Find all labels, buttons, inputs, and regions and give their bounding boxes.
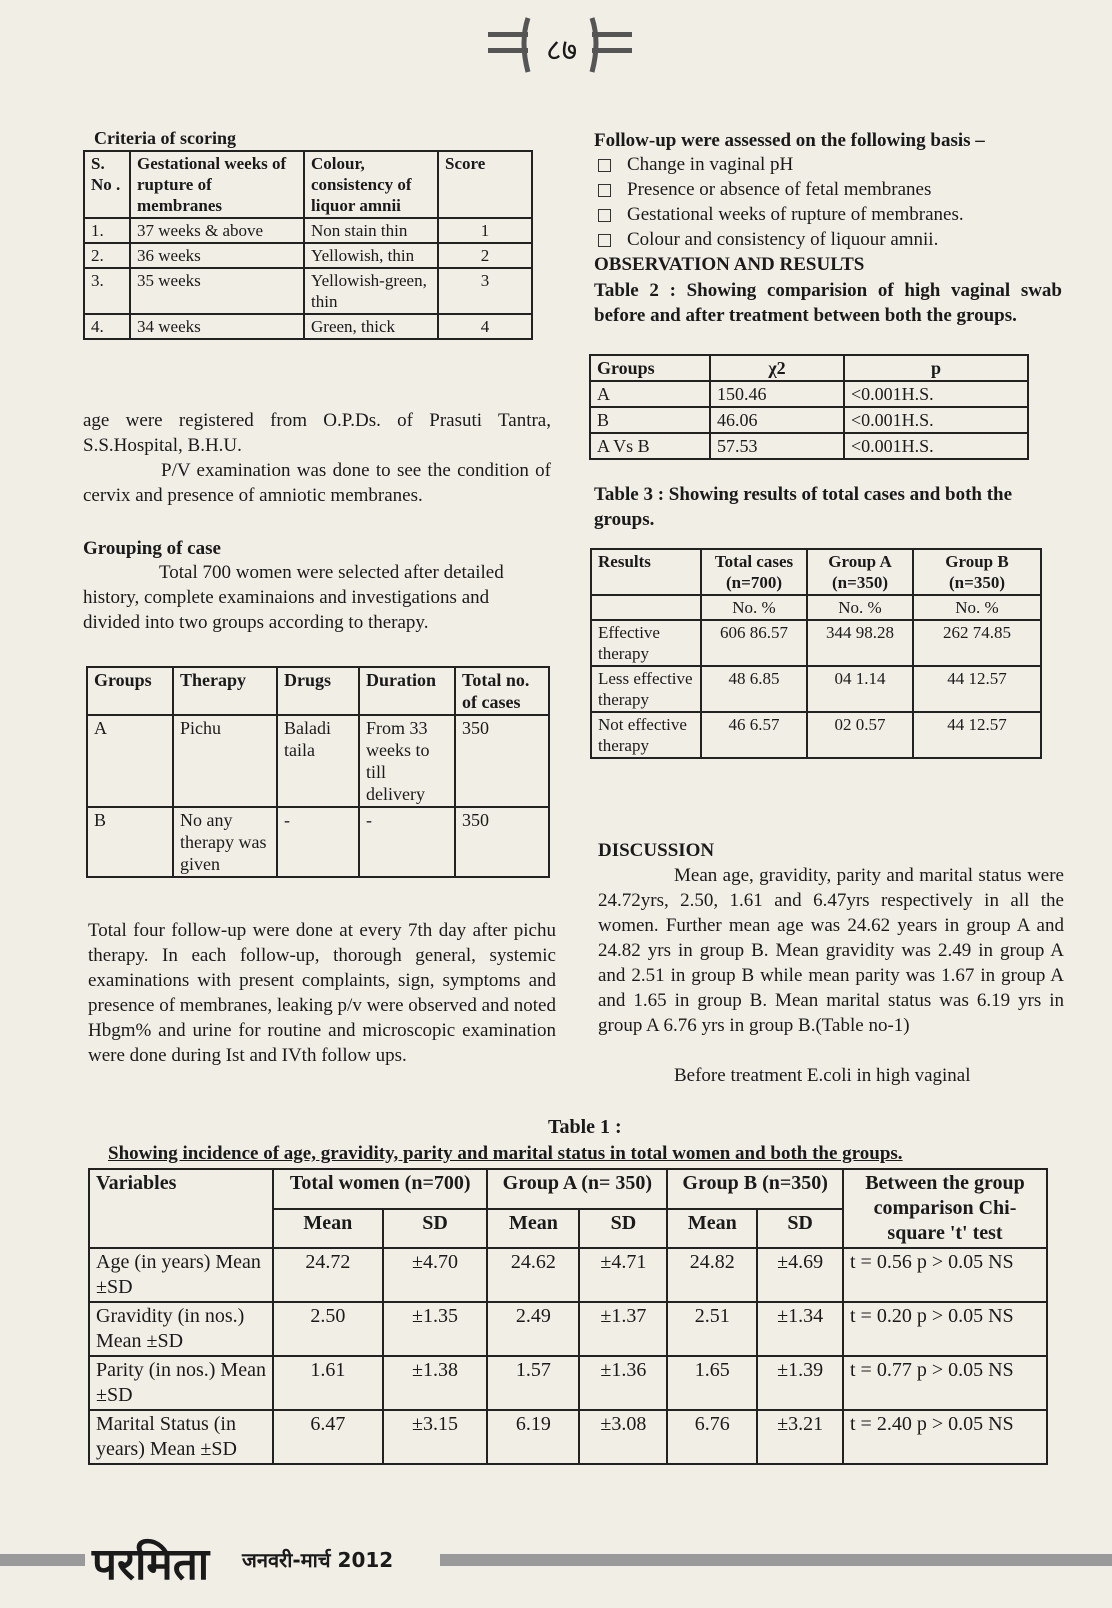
- table-header-cell: Therapy: [173, 667, 277, 715]
- table-cell: ±3.21: [757, 1410, 843, 1464]
- followup-item-label: Change in vaginal pH: [627, 154, 794, 175]
- table-cell: -: [277, 807, 359, 877]
- table-cell: <0.001H.S.: [844, 407, 1028, 433]
- table-row: [89, 1410, 1047, 1464]
- table-cell: No. %: [913, 595, 1041, 620]
- table-header-cell: Colour, consistency of liquor amnii: [304, 151, 438, 218]
- discussion-heading: DISCUSSION: [598, 840, 715, 861]
- table-cell: Non stain thin: [304, 218, 438, 243]
- table-header-cell: Duration: [359, 667, 455, 715]
- table-header-row: [84, 151, 532, 218]
- table-cell: ±1.35: [383, 1302, 488, 1356]
- table-cell: No any therapy was given: [173, 807, 277, 877]
- table-cell: 4.: [84, 314, 130, 339]
- table-cell: 24.72: [273, 1248, 383, 1302]
- table-cell: 35 weeks: [130, 268, 304, 314]
- table-cell: 2.49: [487, 1302, 579, 1356]
- table-cell: ±1.36: [579, 1356, 667, 1410]
- table-row: [87, 715, 549, 807]
- table-cell: 2.51: [667, 1302, 757, 1356]
- table-row: [89, 1302, 1047, 1356]
- table-header-cell: Groups: [87, 667, 173, 715]
- table-cell: 3: [438, 268, 532, 314]
- table-row: [590, 381, 1028, 407]
- table3-title: Table 3 : Showing results of total cases and both the groups.: [594, 484, 1013, 530]
- groups-table: [86, 666, 550, 878]
- checkbox-icon: [598, 184, 611, 197]
- table-header-cell: Total no. of cases: [455, 667, 549, 715]
- observation-heading: OBSERVATION AND RESULTS: [594, 254, 865, 275]
- table-header-cell: Mean: [667, 1209, 757, 1249]
- table-cell: ±1.34: [757, 1302, 843, 1356]
- table-row: [591, 620, 1041, 666]
- table-cell: t = 0.20 p > 0.05 NS: [843, 1302, 1047, 1356]
- table-header-cell: S. No .: [84, 151, 130, 218]
- table-cell: No. %: [807, 595, 913, 620]
- table-cell: 04 1.14: [807, 666, 913, 712]
- table-row: [84, 314, 532, 339]
- table-row: [89, 1356, 1047, 1410]
- table-cell: <0.001H.S.: [844, 433, 1028, 459]
- table-cell: Pichu: [173, 715, 277, 807]
- page-number: ८७: [546, 33, 578, 68]
- followup-heading: Follow-up were assessed on the following basis –: [594, 130, 985, 151]
- table-cell: From 33 weeks to till delivery: [359, 715, 455, 807]
- table3: [590, 548, 1042, 759]
- table-header-cell: Group A (n=350): [807, 549, 913, 595]
- table-cell: A Vs B: [590, 433, 710, 459]
- table-header-cell: SD: [579, 1209, 667, 1249]
- followup-item: [598, 202, 964, 227]
- table-row: [591, 666, 1041, 712]
- table2-title: Table 2 : Showing comparision of high vaginal swab before and after treatment between both the groups.: [594, 280, 1062, 326]
- table-header-cell: Score: [438, 151, 532, 218]
- table-row: [89, 1248, 1047, 1302]
- table-header-cell: Between the group comparison Chi-square 't' test: [843, 1169, 1047, 1248]
- table-header-cell: Gestational weeks of rupture of membranes: [130, 151, 304, 218]
- table-cell: B: [590, 407, 710, 433]
- table-cell: 48 6.85: [701, 666, 807, 712]
- table-header-cell: Group B (n=350): [667, 1169, 843, 1209]
- table-cell: 1.65: [667, 1356, 757, 1410]
- table-cell: 2: [438, 243, 532, 268]
- table-cell: Yellowish-green, thin: [304, 268, 438, 314]
- table-cell: 1: [438, 218, 532, 243]
- paragraph-discussion: Mean age, gravidity, parity and marital status were 24.72yrs, 2.50, 1.61 and 6.47yrs respectively in all the women. Further mean age was 24.62 years in group A and 24.82 yrs in group B. Mean gravidity was 2.49 in group A and 2.51 in group B while mean parity was 1.67 in group A and 1.65 in group B. Mean marital status was 6.19 yrs in group A 6.76 yrs in group B.(Table no-1): [598, 865, 1064, 1036]
- table-cell: 36 weeks: [130, 243, 304, 268]
- table-cell: 4: [438, 314, 532, 339]
- table-row: [590, 433, 1028, 459]
- issue-date: जनवरी-मार्च 2012: [242, 1548, 394, 1572]
- followup-item: [598, 152, 793, 177]
- table-cell: 1.: [84, 218, 130, 243]
- table-header-cell: Mean: [487, 1209, 579, 1249]
- table-cell: Gravidity (in nos.) Mean ±SD: [89, 1302, 273, 1356]
- checkbox-icon: [598, 234, 611, 247]
- table-cell: 46.06: [710, 407, 844, 433]
- table-cell: Age (in years) Mean ±SD: [89, 1248, 273, 1302]
- table-cell: ±3.15: [383, 1410, 488, 1464]
- table-header-row: [87, 667, 549, 715]
- table-cell: 350: [455, 807, 549, 877]
- table-cell: 37 weeks & above: [130, 218, 304, 243]
- table-header-cell: Total women (n=700): [273, 1169, 487, 1209]
- table-cell: Parity (in nos.) Mean ±SD: [89, 1356, 273, 1410]
- table-cell: 46 6.57: [701, 712, 807, 758]
- table-cell: Less effective therapy: [591, 666, 701, 712]
- table-cell: Effective therapy: [591, 620, 701, 666]
- table-header-cell: Results: [591, 549, 701, 595]
- table-cell: 350: [455, 715, 549, 807]
- grouping-heading: Grouping of case: [83, 538, 221, 559]
- table-header-cell: Mean: [273, 1209, 383, 1249]
- table-row: [84, 218, 532, 243]
- followup-item: [598, 227, 938, 252]
- followup-item-label: Colour and consistency of liquour amnii.: [627, 229, 939, 250]
- table-cell: -: [359, 807, 455, 877]
- table-cell: 150.46: [710, 381, 844, 407]
- table-cell: t = 2.40 p > 0.05 NS: [843, 1410, 1047, 1464]
- table-subheader-row: [591, 595, 1041, 620]
- followup-item: [598, 177, 931, 202]
- journal-logo: परमिता: [92, 1539, 210, 1590]
- table-header-cell: χ2: [710, 355, 844, 381]
- table-row: [84, 268, 532, 314]
- table-cell: A: [590, 381, 710, 407]
- table-row: [84, 243, 532, 268]
- table-header-cell: Groups: [590, 355, 710, 381]
- table-cell: ±4.69: [757, 1248, 843, 1302]
- followup-item-label: Gestational weeks of rupture of membranes.: [627, 204, 964, 225]
- table-cell: 57.53: [710, 433, 844, 459]
- table-cell: [591, 595, 701, 620]
- checkbox-icon: [598, 209, 611, 222]
- table-header-cell: SD: [383, 1209, 488, 1249]
- paragraph-ecoli: Before treatment E.coli in high vaginal: [674, 1065, 971, 1086]
- table-header-row: [89, 1169, 1047, 1209]
- table-cell: 24.82: [667, 1248, 757, 1302]
- table-row: [591, 712, 1041, 758]
- table-cell: Baladi taila: [277, 715, 359, 807]
- table1: [88, 1168, 1048, 1465]
- table-cell: Marital Status (in years) Mean ±SD: [89, 1410, 273, 1464]
- checkbox-icon: [598, 159, 611, 172]
- table-cell: 1.57: [487, 1356, 579, 1410]
- table-cell: B: [87, 807, 173, 877]
- table-row: [87, 807, 549, 877]
- table-header-cell: SD: [757, 1209, 843, 1249]
- followup-item-label: Presence or absence of fetal membranes: [627, 179, 932, 200]
- table-cell: 2.50: [273, 1302, 383, 1356]
- table-header-cell: Drugs: [277, 667, 359, 715]
- table-cell: ±1.37: [579, 1302, 667, 1356]
- table-cell: Green, thick: [304, 314, 438, 339]
- criteria-title: Criteria of scoring: [94, 128, 236, 148]
- table1-subtitle: Showing incidence of age, gravidity, parity and marital status in total women and both the groups.: [108, 1143, 903, 1164]
- table-cell: ±3.08: [579, 1410, 667, 1464]
- table-row: [590, 407, 1028, 433]
- table-cell: ±1.38: [383, 1356, 488, 1410]
- table-cell: 606 86.57: [701, 620, 807, 666]
- table2: [589, 354, 1029, 460]
- table-header-cell: Group B (n=350): [913, 549, 1041, 595]
- paragraph-registration: age were registered from O.P.Ds. of Prasuti Tantra, S.S.Hospital, B.H.U.: [83, 410, 551, 456]
- paragraph-followup: Total four follow-up were done at every 7th day after pichu therapy. In each follow-up, thorough general, systemic examinations with present complaints, sign, symptoms and presence of membranes, leaking p/v were observed and noted Hbgm% and urine for routine and microscopic examination were done during Ist and IVth follow ups.: [88, 920, 556, 1066]
- table-header-row: [590, 355, 1028, 381]
- table-header-cell: Group A (n= 350): [487, 1169, 667, 1209]
- table-cell: 24.62: [487, 1248, 579, 1302]
- table-header-cell: p: [844, 355, 1028, 381]
- table1-title: Table 1 :: [548, 1116, 622, 1138]
- table-cell: <0.001H.S.: [844, 381, 1028, 407]
- table-cell: ±1.39: [757, 1356, 843, 1410]
- table-header-row: [591, 549, 1041, 595]
- criteria-table: [83, 150, 533, 340]
- table-cell: ±4.70: [383, 1248, 488, 1302]
- table-cell: 2.: [84, 243, 130, 268]
- table-cell: No. %: [701, 595, 807, 620]
- table-cell: t = 0.56 p > 0.05 NS: [843, 1248, 1047, 1302]
- table-cell: 6.76: [667, 1410, 757, 1464]
- table-cell: 44 12.57: [913, 666, 1041, 712]
- table-cell: 34 weeks: [130, 314, 304, 339]
- table-cell: Yellowish, thin: [304, 243, 438, 268]
- paragraph-pv-exam: P/V examination was done to see the condition of cervix and presence of amniotic membranes.: [83, 460, 551, 506]
- table-cell: 02 0.57: [807, 712, 913, 758]
- table-cell: 44 12.57: [913, 712, 1041, 758]
- table-cell: 6.47: [273, 1410, 383, 1464]
- table-header-cell: Variables: [89, 1169, 273, 1248]
- table-cell: ±4.71: [579, 1248, 667, 1302]
- table-cell: 1.61: [273, 1356, 383, 1410]
- paragraph-grouping: Total 700 women were selected after detailed history, complete examinaions and investigations and divided into two groups according to therapy.: [83, 562, 504, 633]
- table-cell: 344 98.28: [807, 620, 913, 666]
- table-header-cell: Total cases (n=700): [701, 549, 807, 595]
- table-cell: t = 0.77 p > 0.05 NS: [843, 1356, 1047, 1410]
- table-cell: A: [87, 715, 173, 807]
- table-cell: 262 74.85: [913, 620, 1041, 666]
- table-cell: Not effective therapy: [591, 712, 701, 758]
- table-cell: 3.: [84, 268, 130, 314]
- table-cell: 6.19: [487, 1410, 579, 1464]
